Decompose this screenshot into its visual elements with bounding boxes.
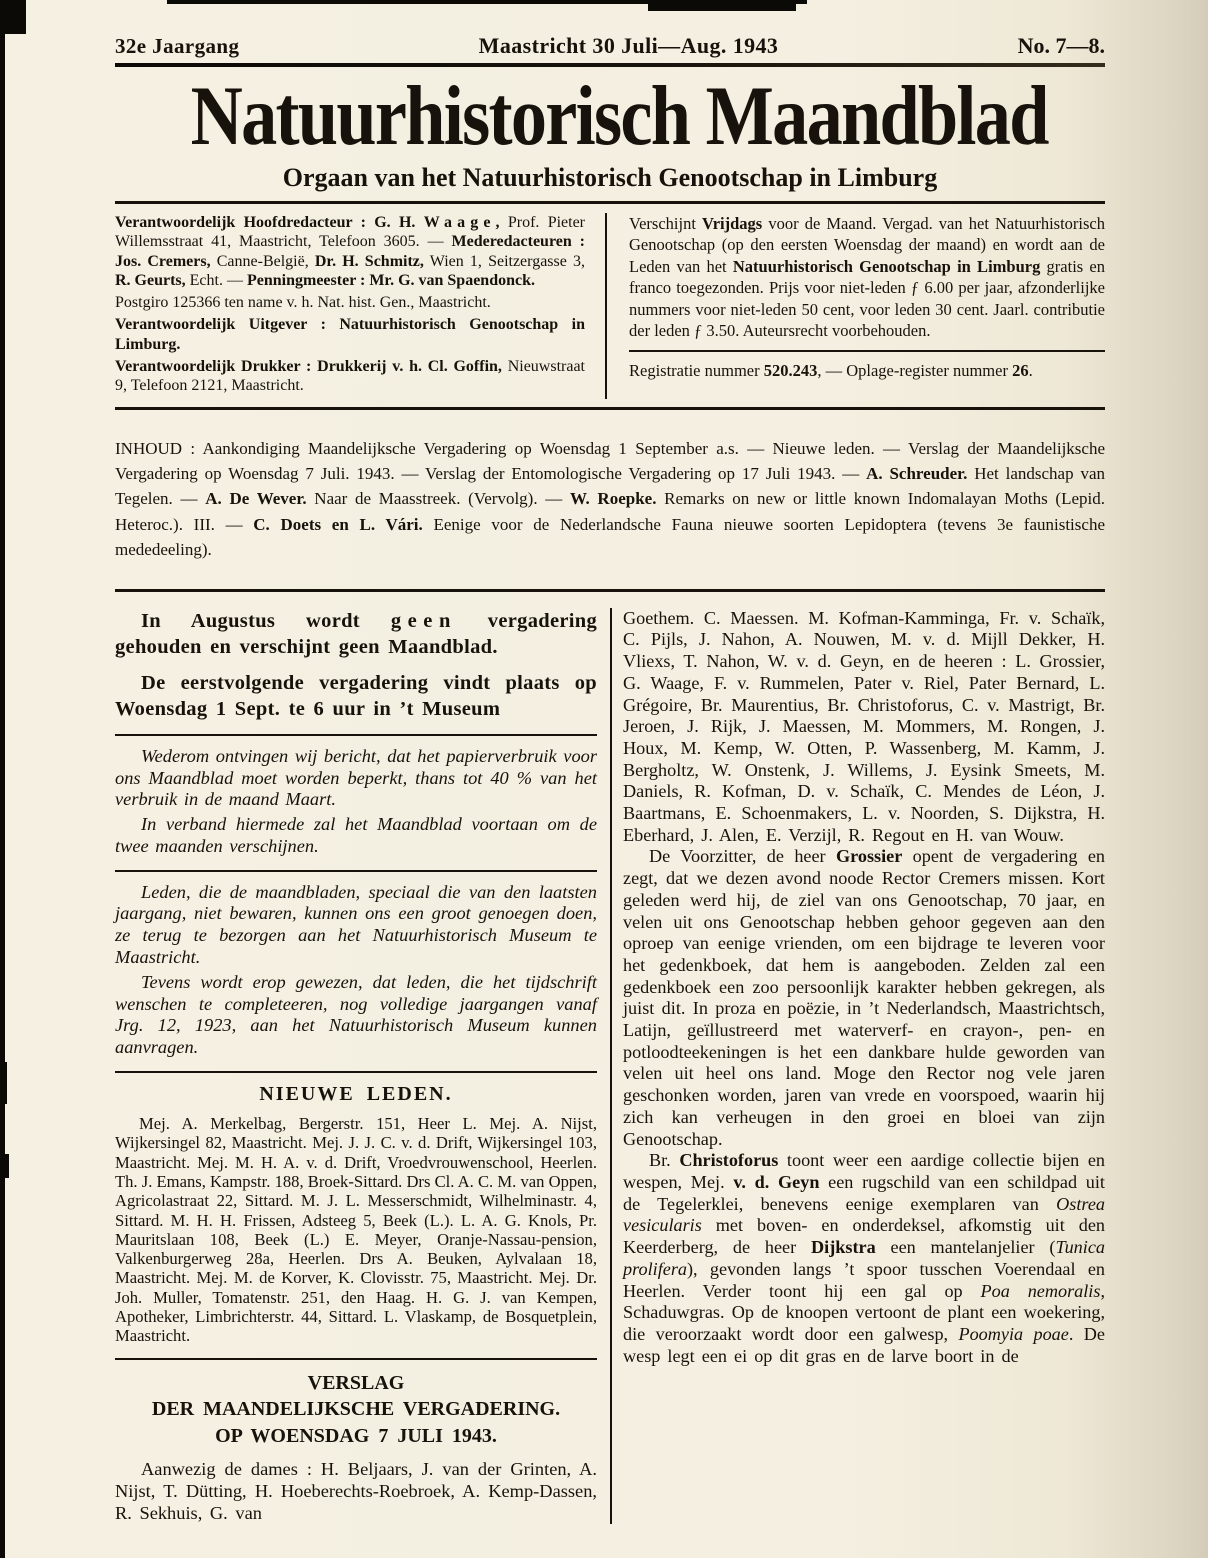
column-divider: [610, 608, 612, 1524]
journal-title: Natuurhistorisch Maandblad: [190, 69, 1048, 163]
contents-bottom-rule: [115, 589, 1105, 592]
postgiro-line: Postgiro 125366 ten name v. h. Nat. hist. Gen., Maastricht.: [115, 294, 491, 312]
scan-artifact-top-left: [0, 0, 26, 34]
journal-subtitle: Orgaan van het Natuurhistorisch Genootschap in Limburg: [282, 163, 938, 192]
section-rule: [115, 734, 597, 736]
heading-line: OP WOENSDAG 7 JULI 1943.: [215, 1424, 497, 1447]
header-rule: [115, 63, 1105, 67]
masthead-editorial: [115, 213, 585, 399]
editorial-staff: Verantwoordelijk Hoofdredacteur : G. H. Waage, Prof. Pieter Willemsstraat 41, Maastricht, Telefoon 3605. — Mederedacteuren : Jos. Cremers, Canne-België, Dr. H. Schmitz, Wien 1, Seitzergasse 3, R. Geurts, Echt. — Penningmeester : Mr. G. van Spaendonck.: [115, 214, 586, 289]
section-rule: [115, 1358, 597, 1360]
scan-artifact-blob: [0, 1154, 9, 1178]
page-header: [115, 0, 1105, 59]
section-rule: [115, 870, 597, 872]
masthead: [115, 204, 1105, 407]
issue-date: Maastricht 30 Juli—Aug. 1943: [478, 33, 779, 58]
paper-restriction-notice: Wederom ontvingen wij bericht, dat het papierverbruik voor ons Maandblad moet worden beperkt, thans tot 40 % van het verbruik in de maand Maart.: [115, 745, 597, 810]
attendees-paragraph: Aanwezig de dames : H. Beljaars, J. van der Grinten, A. Nijst, T. Dütting, H. Hoeberechts-Roebroek, A. Kemp-Dassen, R. Sekhuis, G. van: [115, 1459, 597, 1524]
volume-label: 32e Jaargang: [115, 34, 240, 58]
heading-line: VERSLAG: [307, 1371, 405, 1394]
heading-line: DER MAANDELIJKSCHE VERGADERING.: [151, 1398, 561, 1421]
masthead-publication: [629, 213, 1105, 399]
scan-artifact-left-line: [0, 0, 5, 1558]
left-column: [115, 608, 597, 1524]
return-issues-notice: Leden, die de maandbladen, speciaal die van den laatsten jaargang, niet bewaren, kunnen ons een groot genoegen doen, ze terug te bezorgen aan het Natuurhistorisch Museum te Maastricht.: [115, 881, 597, 968]
registration-line: Registratie nummer 520.243, — Oplage-register nummer 26.: [629, 361, 1033, 381]
publisher-line: Verantwoordelijk Uitgever : Natuurhistorisch Genootschap in Limburg.: [115, 316, 585, 353]
complete-volumes-notice: Tevens wordt erop gewezen, dat leden, die het tijdschrift wenschen te completeeren, nog volledige jaargangen vanaf Jrg. 12, 1923, aan het Natuurhistorisch Museum kunnen aanvragen.: [115, 971, 597, 1058]
issue-number: No. 7—8.: [1017, 33, 1105, 58]
chairman-paragraph: De Voorzitter, de heer Grossier opent de vergadering en zegt, dat we dezen avond noode Rector Cremers missen. Kort geleden werd hij, de ziel van ons Genootschap, 70 jaar, en velen uit ons Genootschap hebben gehoor gegeven aan den oproep van eenige vrienden, om een bijdrage te leveren voor het gedenkboek, dat hem is aangeboden. Zelden zal een gedenkboek een zoo persoonlijk karakter hebben gekregen, als juist dit. In proza en poëzie, in ’t Nederlandsch, Maastrichtsch, Latijn, geïllustreerd met waterverf- en crayon-, pen- en potloodteekeningen is het een dankbare hulde geworden van velen uit heel ons land. Moge den Rector nog vele jaren geschonken worden, jaren van vrede en voorspoed, waarin hij zich kan verheugen in den groei en bloei van zijn Genootschap.: [623, 846, 1105, 1149]
table-of-contents: INHOUD : Aankondiging Maandelijksche Vergadering op Woensdag 1 September a.s. — Nieuwe leden. — Verslag der Maandelijksche Vergadering op Woensdag 7 Juli. 1943. — Verslag der Entomologische Vergadering op 17 Juli 1943. — A. Schreuder. Het landschap van Tegelen. — A. De Wever. Naar de Maasstreek. (Vervolg). — W. Roepke. Remarks on new or little known Indomalayan Moths (Lepid. Heteroc.). III. — C. Doets en L. Vári. Eenige voor de Nederlandsche Fauna nieuwe soorten Lepidoptera (tevens 3e faunistische mededeeling).: [115, 438, 1105, 560]
scan-artifact-blob: [0, 1062, 7, 1104]
masthead-divider: [605, 213, 607, 399]
specimens-paragraph: Br. Christoforus toont weer een aardige collectie bijen en wespen, Mej. v. d. Geyn een rugschild van een schildpad uit de Tegelerklei, benevens eenige exemplaren van Ostrea vesicularis met boven- en onderdeksel, afkomstig uit den Keerderberg, de heer Dijkstra een mantelanjelier (Tunica prolifera), gevonden langs ’t spoor tusschen Voerendaal en Heerlen. Verder toont hij een gal op Poa nemoralis, Schaduwgras. Op de knoopen vertoont de plant een woekering, die veroorzaakt wordt door een galwesp, Poomyia poae. De wesp legt een ei op dit gras en de larve boort in de: [623, 1150, 1105, 1366]
publication-info: Verschijnt Vrijdags voor de Maand. Vergad. van het Natuurhistorisch Genootschap (op den eersten Woensdag der maand) en wordt aan de Leden van het Natuurhistorisch Genootschap in Limburg gratis en franco toegezonden. Prijs voor niet-leden ƒ 6.00 per jaar, afzonderlijke nummers voor niet-leden 50 cent, voor leden 30 cent. Jaarl. contributie der leden ƒ 3.50. Auteursrecht voorbehouden.: [629, 214, 1105, 341]
section-rule: [115, 1071, 597, 1073]
bimonthly-notice: In verband hiermede zal het Maandblad voortaan om de twee maanden verschijnen.: [115, 814, 597, 856]
announcement-next-meeting: De eerstvolgende vergadering vindt plaats op Woensdag 1 Sept. te 6 uur in ’t Museum: [115, 671, 597, 720]
announcement-no-meeting: In Augustus wordt geen vergadering gehouden en verschijnt geen Maandblad.: [115, 609, 597, 658]
new-members-heading: NIEUWE LEDEN.: [259, 1083, 453, 1106]
attendees-continued: Goethem. C. Maessen. M. Kofman-Kamminga, Fr. v. Schaïk, C. Pijls, J. Nahon, A. Nouwen, M. v. d. Mijll Dekker, H. Vliexs, T. Nahon, W. v. d. Geyn, en de heeren : L. Grossier, G. Waage, F. v. Rummelen, Pater v. Riel, Pater Bernard, L. Grégoire, Br. Maurentius, Br. Christoforus, C. v. Mastrigt, Br. Jeroen, J. Rijk, J. Maessen, M. Mommers, M. Rongen, J. Houx, M. Kemp, W. Otten, P. Wassenberg, M. Kamm, J. Bergholtz, W. Onstenk, J. Willems, J. Eysink Smeets, M. Daniels, R. Kofman, D. v. Schaïk, C. Mendes de Léon, J. Baartmans, E. Schoenmakers, L. v. Noorden, S. Dijkstra, H. Eberhard, J. Alen, E. Verzijl, R. Regout en H. van Wouw.: [623, 607, 1105, 845]
new-members-list: Mej. A. Merkelbag, Bergerstr. 151, Heer L. Mej. A. Nijst, Wijkersingel 82, Maastricht. Mej. J. J. C. v. d. Drift, Wijkersingel 103, Maastricht. Mej. M. H. A. v. d. Drift, Vroedvrouwenschool, Heerlen. Th. J. Emans, Kampstr. 188, Broek-Sittard. Drs Cl. A. C. M. van Oppen, Agricolastraat 22, Sittard. M. J. L. Messerschmidt, Wilhelminastr. 4, Sittard. M. H. H. Frissen, Adsteeg 5, Beek (L.). L. A. G. Knols, Pr. Mauritslaan 108, Beek (L.) E. Meyer, Oranje-Nassau-pension, Valkenburgerweg 28a, Heerlen. Drs A. Beuken, Aylvalaan 18, Maastricht. Mej. M. de Korver, K. Clovisstr. 75, Maastricht. Mej. Dr. Joh. Muller, Tomatenstr. 251, den Haag. H. G. J. van Kempen, Apotheker, Limbrichterstr. 44, Sittard. L. Vlaskamp, de Bosquetplein, Maastricht.: [115, 1114, 597, 1346]
printer-line: Verantwoordelijk Drukker : Drukkerij v. h. Cl. Goffin, Nieuwstraat 9, Telefoon 2121, Maastricht.: [115, 358, 585, 395]
meeting-report-heading: [115, 1370, 597, 1450]
registration-rule: [629, 350, 1105, 352]
masthead-bottom-rule: [115, 407, 1105, 410]
page-content: [115, 0, 1105, 1524]
right-column: [623, 608, 1105, 1524]
article-body: [115, 608, 1105, 1524]
